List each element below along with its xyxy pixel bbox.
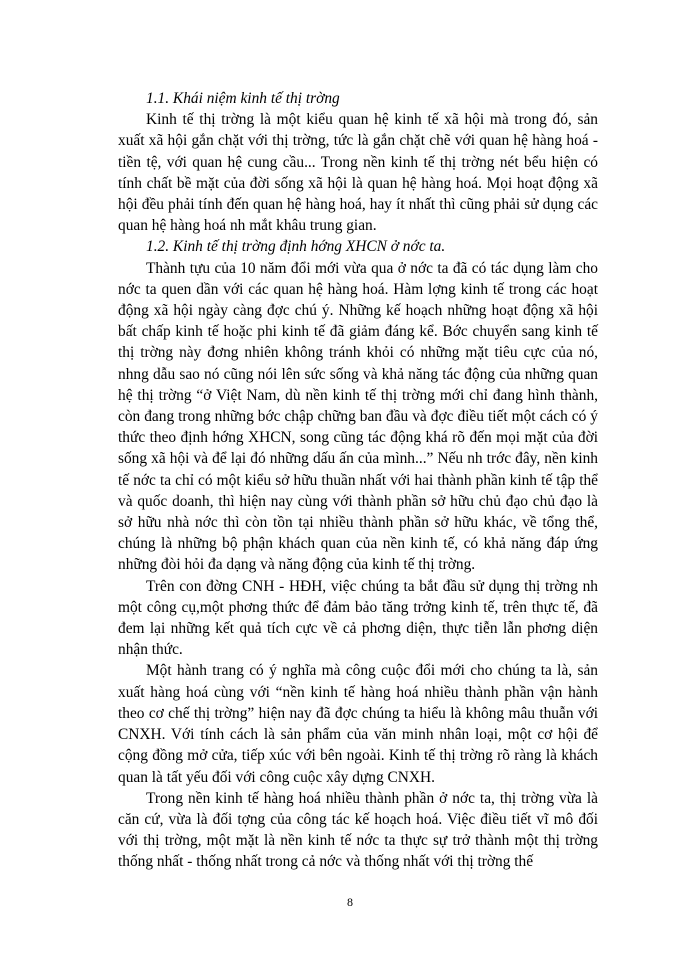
paragraph-commodity-production: Một hành trang có ý nghĩa mà công cuộc đổi mới cho chúng ta là, sản xuất hàng hoá cùng với “nền kinh tế hàng hoá nhiều thành phần vận hành theo cơ chế thị trờng” hiện nay đã đợc chúng ta hiểu là không mâu thuẫn với CNXH. Với tính cách là sản phẩm của văn minh nhân loại, một cơ hội để cộng đồng mở cửa, tiếp xúc với bên ngoài. Kinh tế thị trờng rõ ràng là khách quan là tất yếu đối với công cuộc xây dựng CNXH. xyxy=(118,662,598,786)
section-heading-1-1: 1.1. Khái niệm kinh tế thị trờng xyxy=(146,90,340,107)
paragraph-industrialization: Trên con đờng CNH - HĐH, việc chúng ta bắt đầu sử dụng thị trờng nh một công cụ,một phơng thức để đảm bảo tăng trởng kinh tế, trên thực tế, đã đem lại những kết quả tích cực về cả phơng diện, thực tiễn lẫn phơng diện nhận thức. xyxy=(118,577,598,659)
paragraph-achievements: Thành tựu của 10 năm đổi mới vừa qua ở nớc ta đã có tác dụng làm cho nớc ta quen dần với các quan hệ hàng hoá. Hàm lợng kinh tế trong các hoạt động xã hội ngày càng đợc chú ý. Những kế hoạch những hoạt động xã hội bất chấp kinh tế hoặc phi kinh tế đã giảm đáng kể. Bớc chuyển sang kinh tế thị trờng này đơng nhiên không tránh khỏi có những mặt tiêu cực của nó, nhng dẫu sao nó cũng nói lên sức sống và khả năng tác động của những quan hệ thị trờng “ở Việt Nam, dù nền kinh tế thị trờng mới chỉ đang hình thành, còn đang trong những bớc chập chững ban đầu và đợc điều tiết một cách có ý thức theo định hớng XHCN, song cũng tác động khá rõ đến mọi mặt của đời sống xã hội và để lại đó những dấu ấn của mình...” Nếu nh trớc đây, nền kinh tế nớc ta chỉ có một kiểu sở hữu thuần nhất với hai thành phần kinh tế tập thể và quốc doanh, thì hiện nay cùng với thành phần sở hữu chủ đạo chủ đạo là sở hữu nhà nớc thì còn tồn tại nhiều thành phần sở hữu khác, về tổng thể, chúng là những bộ phận khách quan của nền kinh tế, có khả năng đáp ứng những đòi hỏi đa dạng và năng động của kinh tế thị trờng. xyxy=(118,259,598,574)
paragraph-definition: Kinh tế thị trờng là một kiểu quan hệ kinh tế xã hội mà trong đó, sản xuất xã hội gắn chặt với thị trờng, tức là gắn chặt chẽ với quan hệ hàng hoá - tiền tệ, với quan hệ cung cầu... Trong nền kinh tế thị trờng nét bểu hiện có tính chất bề mặt của đời sống xã hội là quan hệ hàng hoá. Mọi hoạt động xã hội đều phải tính đến quan hệ hàng hoá, hay ít nhất thì cũng phải sử dụng các quan hệ hàng hoá nh mắt khâu trung gian. xyxy=(118,111,598,235)
page-content xyxy=(118,88,598,873)
section-heading-1-2: 1.2. Kinh tế thị trờng định hớng XHCN ở nớc ta. xyxy=(146,238,446,256)
page-number: 8 xyxy=(347,895,353,909)
paragraph-market-planning: Trong nền kinh tế hàng hoá nhiều thành phần ở nớc ta, thị trờng vừa là căn cứ, vừa là đối tợng của công tác kế hoạch hoá. Việc điều tiết vĩ mô đối với thị trờng, một mặt là nền kinh tế nớc ta thực sự trở thành một thị trờng thống nhất - thống nhất trong cả nớc và thống nhất với thị trờng thế xyxy=(118,789,598,871)
